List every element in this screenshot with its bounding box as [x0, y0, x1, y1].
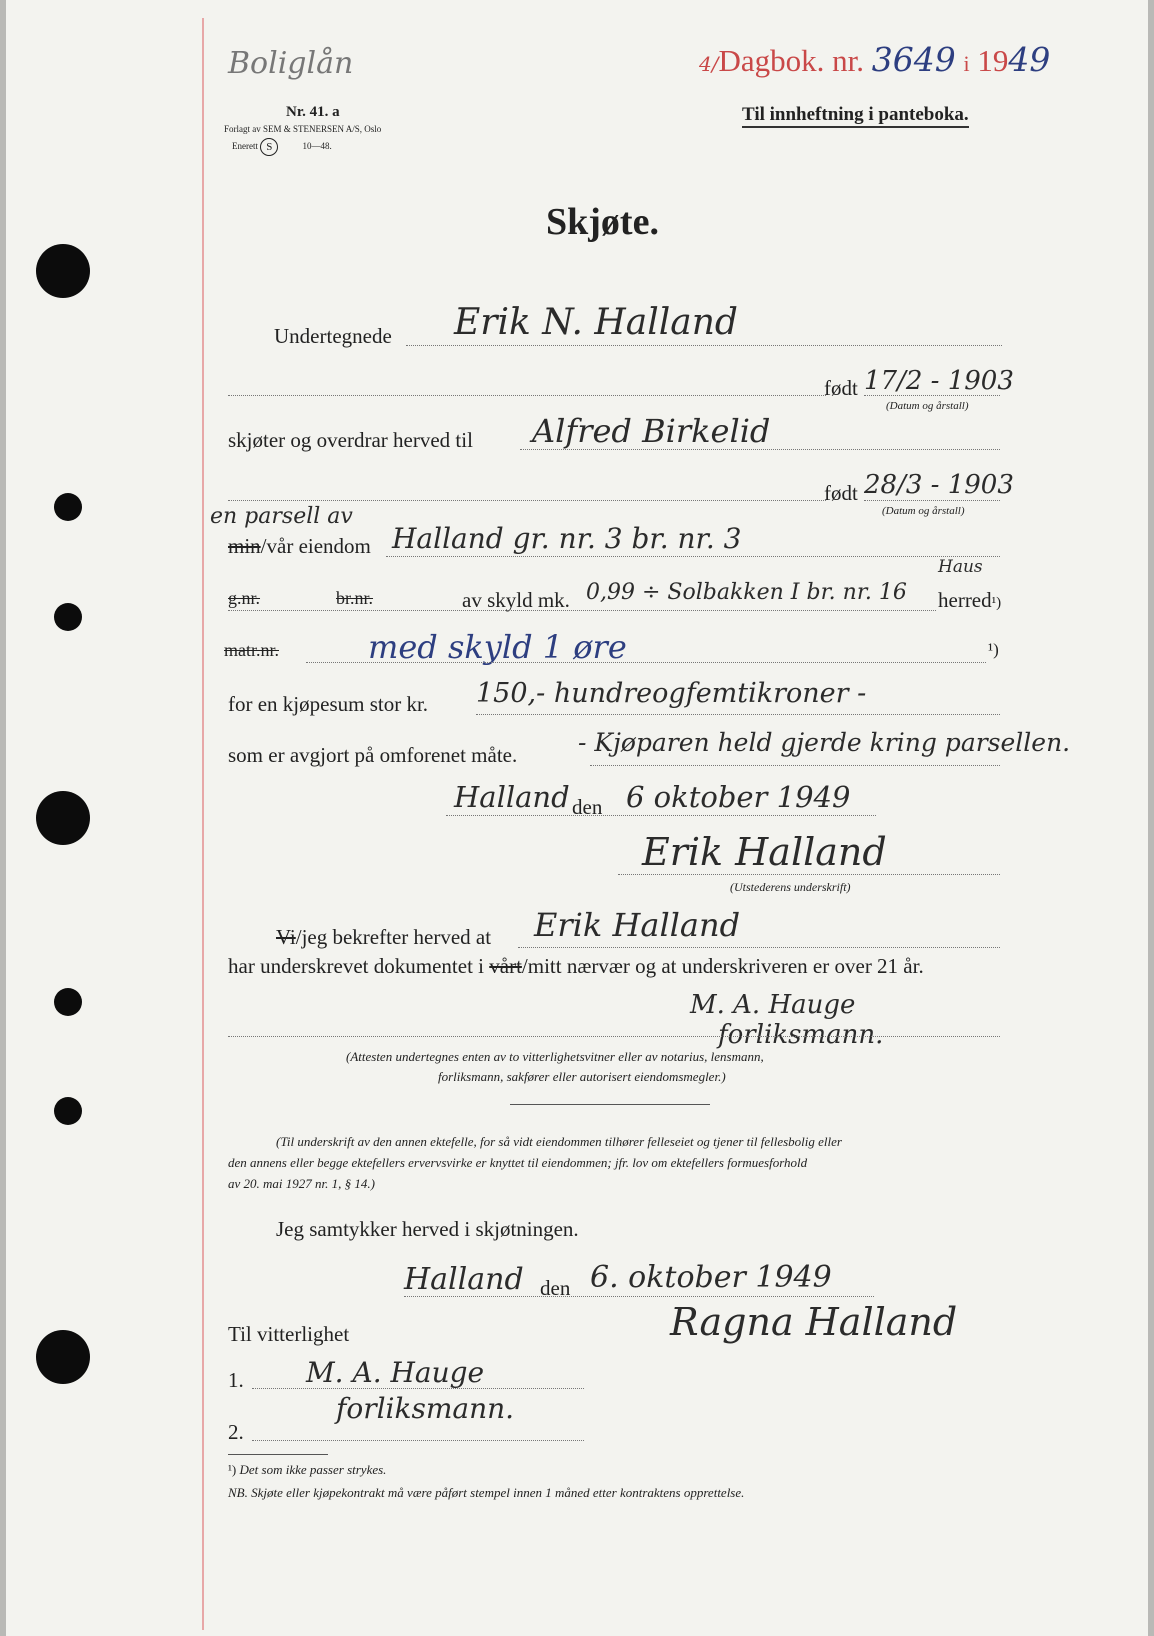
attest-note-1: (Attesten undertegnes enten av to vitterlighetsvitner eller av notarius, lensmann, — [346, 1049, 764, 1064]
separator-rule — [510, 1104, 710, 1105]
den-label-2: den — [540, 1276, 571, 1300]
spouse-note-1: (Til underskrift av den annen ektefelle, for så vidt eiendommen tilhører felleseiet og tjener til fellesbolig eller — [276, 1134, 842, 1149]
date-2-hw: 6. oktober 1949 — [590, 1260, 832, 1295]
attest-note-2: forliksmann, sakfører eller autorisert eiendomsmegler.) — [438, 1069, 726, 1084]
herred-label: herred¹) — [938, 588, 1002, 612]
utsteder-note: (Utstederens underskrift) — [730, 880, 851, 894]
dagbok-label: Dagbok. nr. — [718, 43, 864, 78]
place-2-hw: Halland — [404, 1262, 524, 1297]
skyld-hw: 0,99 ÷ Solbakken I br. nr. 16 — [586, 580, 907, 605]
var-eiendom-hw: Halland gr. nr. 3 br. nr. 3 — [392, 522, 742, 555]
punch-hole — [36, 1330, 90, 1384]
punch-hole — [36, 244, 90, 298]
kjopesum-label: for en kjøpesum stor kr. — [228, 692, 429, 716]
punch-hole — [54, 1097, 82, 1125]
dotted-line — [404, 1296, 874, 1297]
document-page — [6, 0, 1148, 1636]
dotted-line — [228, 500, 826, 501]
bekrefter-hw: Erik Halland — [534, 906, 741, 944]
witness-2-number: 2. — [228, 1420, 244, 1444]
year-printed: 19 — [977, 43, 1009, 78]
underskrevet-line: har underskrevet dokumentet i vårt/mitt nærvær og at underskriveren er over 21 år. — [228, 954, 924, 978]
spouse-signature: Ragna Halland — [670, 1300, 958, 1344]
brnr-struck: br.nr. — [336, 588, 374, 608]
dagbok-number: 3649 — [871, 40, 956, 79]
datum-note-2: (Datum og årstall) — [882, 505, 965, 517]
vart-struck: vårt — [489, 954, 522, 978]
dagbok-prefix: 4/ — [699, 52, 719, 76]
kjopesum-hw: 150,- hundreogfemtikroner - — [476, 678, 867, 709]
matr-footnote-mark: ¹) — [988, 640, 999, 659]
document-title: Skjøte. — [546, 201, 659, 243]
publisher-logo-icon: S — [260, 138, 278, 156]
witness-1-hw-b: forliksmann. — [336, 1392, 515, 1425]
spouse-note-2: den annens eller begge ektefellers ervervsvirke er knyttet til eiendommen; jfr. lov om ektefellers formuesforhold — [228, 1155, 808, 1170]
matr-hw: med skyld 1 øre — [368, 628, 627, 666]
min-struck: min — [228, 534, 261, 558]
punch-hole — [54, 603, 82, 631]
publisher-line: Forlagt av SEM & STENERSEN A/S, Oslo — [224, 124, 382, 134]
dotted-line — [252, 1388, 584, 1389]
dotted-line — [864, 395, 1000, 396]
bekrefter-line: Vi/jeg bekrefter herved at — [276, 925, 492, 949]
matr-struck: matr.nr. — [224, 640, 279, 660]
fodt-2-hw: 28/3 - 1903 — [864, 470, 1014, 500]
dotted-line — [228, 610, 936, 611]
dotted-line — [252, 1440, 584, 1441]
nb-note: NB. Skjøte eller kjøpekontrakt må være påført stempel innen 1 måned etter kontraktens opprettelse. — [228, 1485, 745, 1500]
fodt-label-2: født — [824, 481, 858, 505]
dotted-line — [590, 765, 1000, 766]
witness-1-hw-a: M. A. Hauge — [306, 1356, 485, 1389]
skyld-label: av skyld mk. — [462, 588, 570, 612]
avgjort-hw: - Kjøparen held gjerde kring parsellen. — [578, 728, 1071, 757]
dotted-line — [386, 556, 1000, 557]
skjoter-hw: Alfred Birkelid — [532, 412, 771, 450]
avgjort-label: som er avgjort på omforenet måte. — [228, 743, 518, 767]
place-1-hw: Halland — [454, 780, 570, 814]
dotted-line — [864, 500, 1000, 501]
samtykker-label: Jeg samtykker herved i skjøtningen. — [276, 1217, 579, 1241]
publisher-line-2: Enerett S 10—48. — [232, 138, 332, 156]
dotted-line — [228, 395, 826, 396]
footnote-1: ¹) Det som ikke passer strykes. — [228, 1462, 387, 1477]
punch-hole — [36, 791, 90, 845]
fodt-1-hw: 17/2 - 1903 — [864, 366, 1014, 396]
punch-hole — [54, 988, 82, 1016]
vitterlighet-label: Til vitterlighet — [228, 1322, 350, 1346]
dotted-line — [228, 1036, 1000, 1037]
haus-hw: Haus — [938, 557, 983, 577]
undertegnede-hw: Erik N. Halland — [454, 302, 738, 343]
witness-signature-2: forliksmann. — [718, 1020, 884, 1050]
dotted-line — [518, 947, 1000, 948]
vi-struck: Vi — [276, 925, 296, 949]
til-innheftning: Til innheftning i panteboka. — [742, 104, 969, 128]
var-eiendom-line: min/vår eiendom — [228, 534, 371, 558]
dotted-line — [306, 662, 986, 663]
gnr-struck: g.nr. — [228, 588, 261, 608]
punch-hole — [54, 493, 82, 521]
date-1-hw: 6 oktober 1949 — [626, 780, 851, 814]
witness-1-number: 1. — [228, 1368, 244, 1392]
skjoter-label: skjøter og overdrar herved til — [228, 428, 473, 452]
year-handwritten: 49 — [1008, 40, 1051, 79]
fodt-label: født — [824, 376, 858, 400]
form-number: Nr. 41. a — [286, 104, 340, 120]
dotted-line — [406, 345, 1002, 346]
category-handwritten: Boliglån — [228, 46, 354, 81]
parsel-hw: en parsell av — [210, 504, 353, 529]
dotted-line — [476, 714, 1000, 715]
seller-signature: Erik Halland — [642, 830, 887, 874]
dagbok-i: i — [963, 51, 970, 76]
footnote-rule — [228, 1454, 328, 1455]
undertegnede-label: Undertegnede — [274, 324, 392, 348]
spouse-note-3: av 20. mai 1927 nr. 1, § 14.) — [228, 1176, 375, 1191]
dotted-line — [618, 874, 1000, 875]
dagbok-line — [699, 40, 1050, 79]
den-label-1: den — [572, 795, 603, 819]
margin-rule — [202, 18, 204, 1630]
dotted-line — [446, 815, 876, 816]
witness-signature-1: M. A. Hauge — [690, 990, 856, 1020]
datum-note: (Datum og årstall) — [886, 400, 969, 412]
